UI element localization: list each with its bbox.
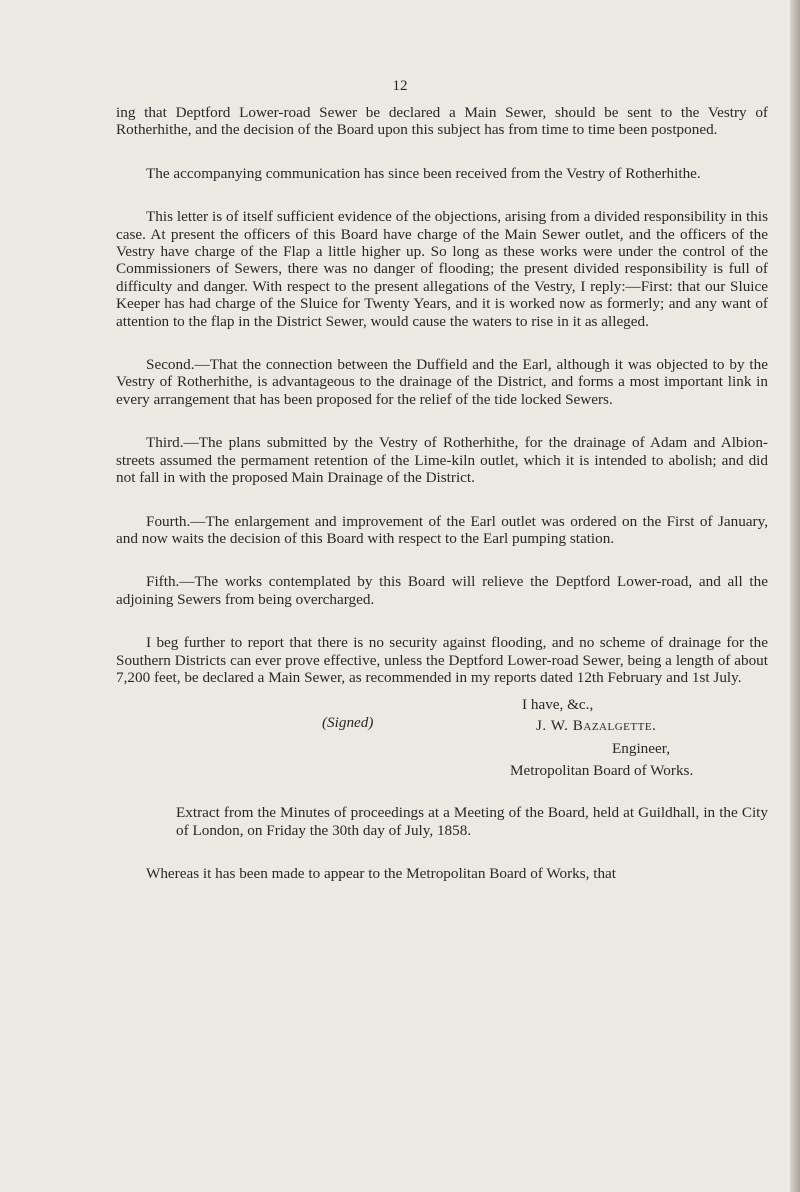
paragraph-further-report: I beg further to report that there is no security against flooding, and no scheme of drainage for the Southern Districts can ever prove effective, unless the Deptford Lower-road Sewer, being a length of about 7,200 feet, be declared a Main Sewer, as recommended in my reports dated 12th February and 1st July. <box>116 634 768 686</box>
paragraph-communication: The accompanying communication has since been received from the Vestry of Rotherhithe. <box>146 164 701 182</box>
signatory-title: Engineer, <box>612 740 671 758</box>
page-number: 12 <box>392 78 408 94</box>
body-text <box>116 104 768 883</box>
paragraph-fourth: Fourth.—The enlargement and improvement of the Earl outlet was ordered on the First of January, and now waits the decision of this Board with respect to the Earl pumping station. <box>116 512 768 547</box>
signature-block <box>116 692 768 804</box>
page-edge-shadow <box>790 0 800 1192</box>
minutes-extract-heading: Extract from the Minutes of proceedings at a Meeting of the Board, held at Guildhall, in the City of London, on Friday the 30th day of July, 1858. <box>176 804 768 839</box>
signatory-name: J. W. Bazalgette. <box>536 717 657 735</box>
paragraph-second: Second.—That the connection between the Duffield and the Earl, although it was objected to by the Vestry of Rotherhithe, is advantageous to the drainage of the District, and forms a most important link in every arrangement that has been proposed for the relief of the tide locked Sewers. <box>116 356 768 408</box>
paragraph-letter-evidence: This letter is of itself sufficient evidence of the objections, arising from a divided responsibility in this case. At present the officers of this Board have charge of the Main Sewer outlet, and the officers of the Vestry have charge of the Flap a little higher up. So long as these works were under the control of the Commissioners of Sewers, there was no danger of flooding; the present divided responsibility is full of difficulty and danger. With respect to the present allegations of the Vestry, I reply:—First: that our Sluice Keeper has had charge of the Sluice for Twenty Years, and it is worked now as formerly; and any want of attention to the flap in the District Sewer, would cause the waters to rise in it as alleged. <box>116 208 768 330</box>
closing-text: I have, &c., <box>522 696 594 714</box>
signed-label: (Signed) <box>322 714 374 732</box>
paragraph-third: Third.—The plans submitted by the Vestry of Rotherhithe, for the drainage of Adam and Albion-streets assumed the permament retention of the Lime-kiln outlet, which it is intended to abolish; and did not fall in with the proposed Main Drainage of the District. <box>116 434 768 487</box>
paragraph-whereas: Whereas it has been made to appear to the Metropolitan Board of Works, that <box>146 865 617 883</box>
signatory-organization: Metropolitan Board of Works. <box>510 762 694 780</box>
paragraph-continuation: ing that Deptford Lower-road Sewer be declared a Main Sewer, should be sent to the Vestry of Rotherhithe, and the decision of the Board upon this subject has from time to time been postponed. <box>116 104 768 139</box>
paragraph-fifth: Fifth.—The works contemplated by this Board will relieve the Deptford Lower-road, and all the adjoining Sewers from being overcharged. <box>116 573 768 608</box>
